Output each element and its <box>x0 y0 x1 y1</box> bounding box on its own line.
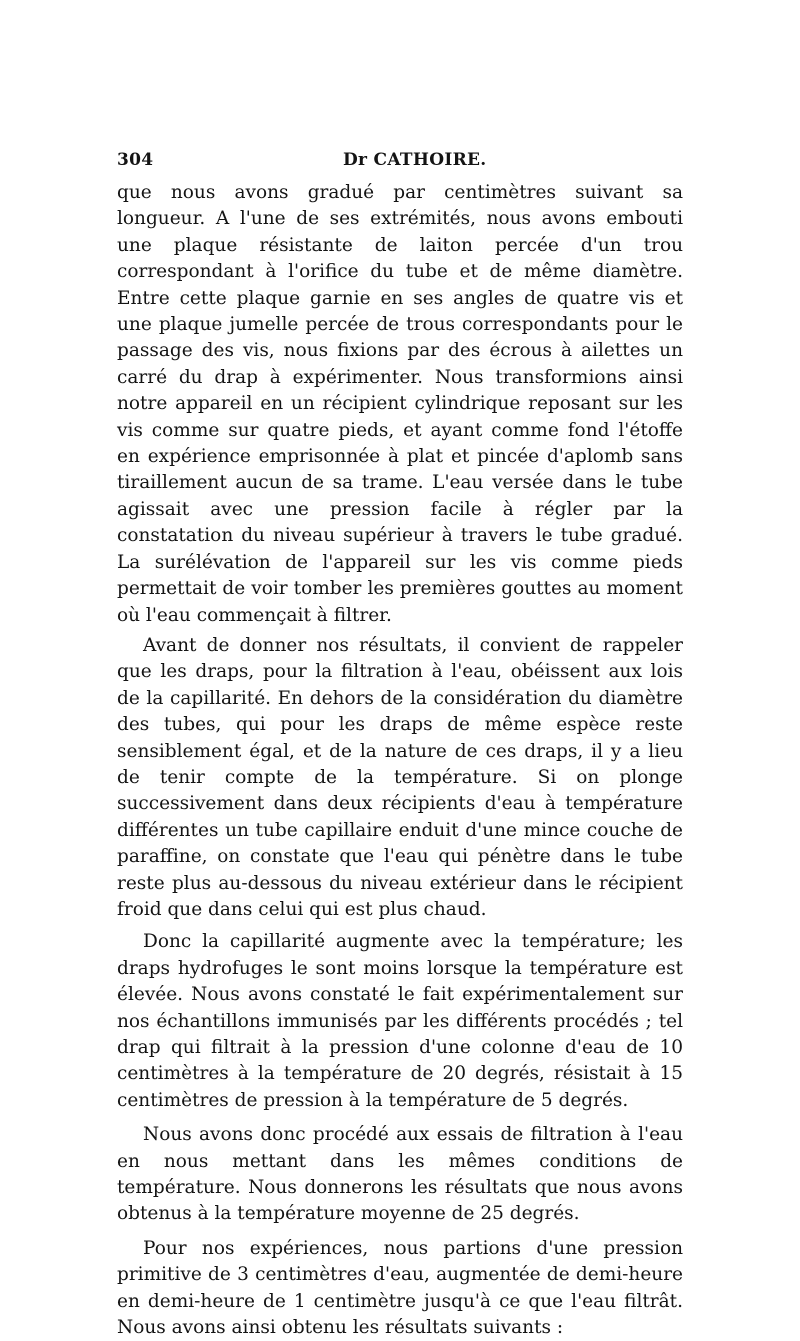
page-number: 304 <box>117 150 154 170</box>
body-text <box>117 180 683 1341</box>
paragraph: que nous avons gradué par centimètres suivant sa longueur. A l'une de ses extrémités, nous avons embouti une plaque résistante de laiton percée d'un trou correspondant à l'orifice du tube et de même diamètre. Entre cette plaque garnie en ses angles de quatre vis et une plaque jumelle percée de trous correspondants pour le passage des vis, nous fixions par des écrous à ailettes un carré du drap à expérimenter. Nous transformions ainsi notre appareil en un récipient cylindrique reposant sur les vis comme sur quatre pieds, et ayant comme fond l'étoffe en expérience emprisonnée à plat et pincée d'aplomb sans tiraillement aucun de sa trame. L'eau versée dans le tube agissait avec une pression facile à régler par la constatation du niveau supérieur à travers le tube gradué. La surélévation de l'appareil sur les vis comme pieds permettait de voir tomber les premières gouttes au moment où l'eau commençait à filtrer. <box>117 182 683 626</box>
running-title: Dr CATHOIRE. <box>343 150 487 170</box>
paragraph: Nous avons donc procédé aux essais de filtration à l'eau en nous mettant dans les mêmes conditions de température. Nous donnerons les résultats que nous avons obtenus à la température moyenne de 25 degrés. <box>117 1124 683 1225</box>
paragraph: Avant de donner nos résultats, il convient de rappeler que les draps, pour la filtration à l'eau, obéissent aux lois de la capillarité. En dehors de la considération du diamètre des tubes, qui pour les draps de même espèce reste sensiblement égal, et de la nature de ces draps, il y a lieu de tenir compte de la température. Si on plonge successivement dans deux récipients d'eau à température différentes un tube capillaire enduit d'une mince couche de paraffine, on constate que l'eau qui pénètre dans le tube reste plus au-dessous du niveau extérieur dans le récipient froid que dans celui qui est plus chaud. <box>117 634 683 920</box>
paragraph: Donc la capillarité augmente avec la température; les draps hydrofuges le sont moins lorsque la température est élevée. Nous avons constaté le fait expérimentalement sur nos échantillons immunisés par les différents procédés ; tel drap qui filtrait à la pression d'une colonne d'eau de 10 centimètres à la température de 20 degrés, résistait à 15 centimètres de pression à la température de 5 degrés. <box>117 931 683 1111</box>
paragraph: Pour nos expériences, nous partions d'une pression primitive de 3 centimètres d'eau, augmentée de demi-heure en demi-heure de 1 centimètre jusqu'à ce que l'eau filtrât. Nous avons ainsi obtenu les résultats suivants : <box>117 1237 683 1339</box>
running-head <box>117 150 683 176</box>
